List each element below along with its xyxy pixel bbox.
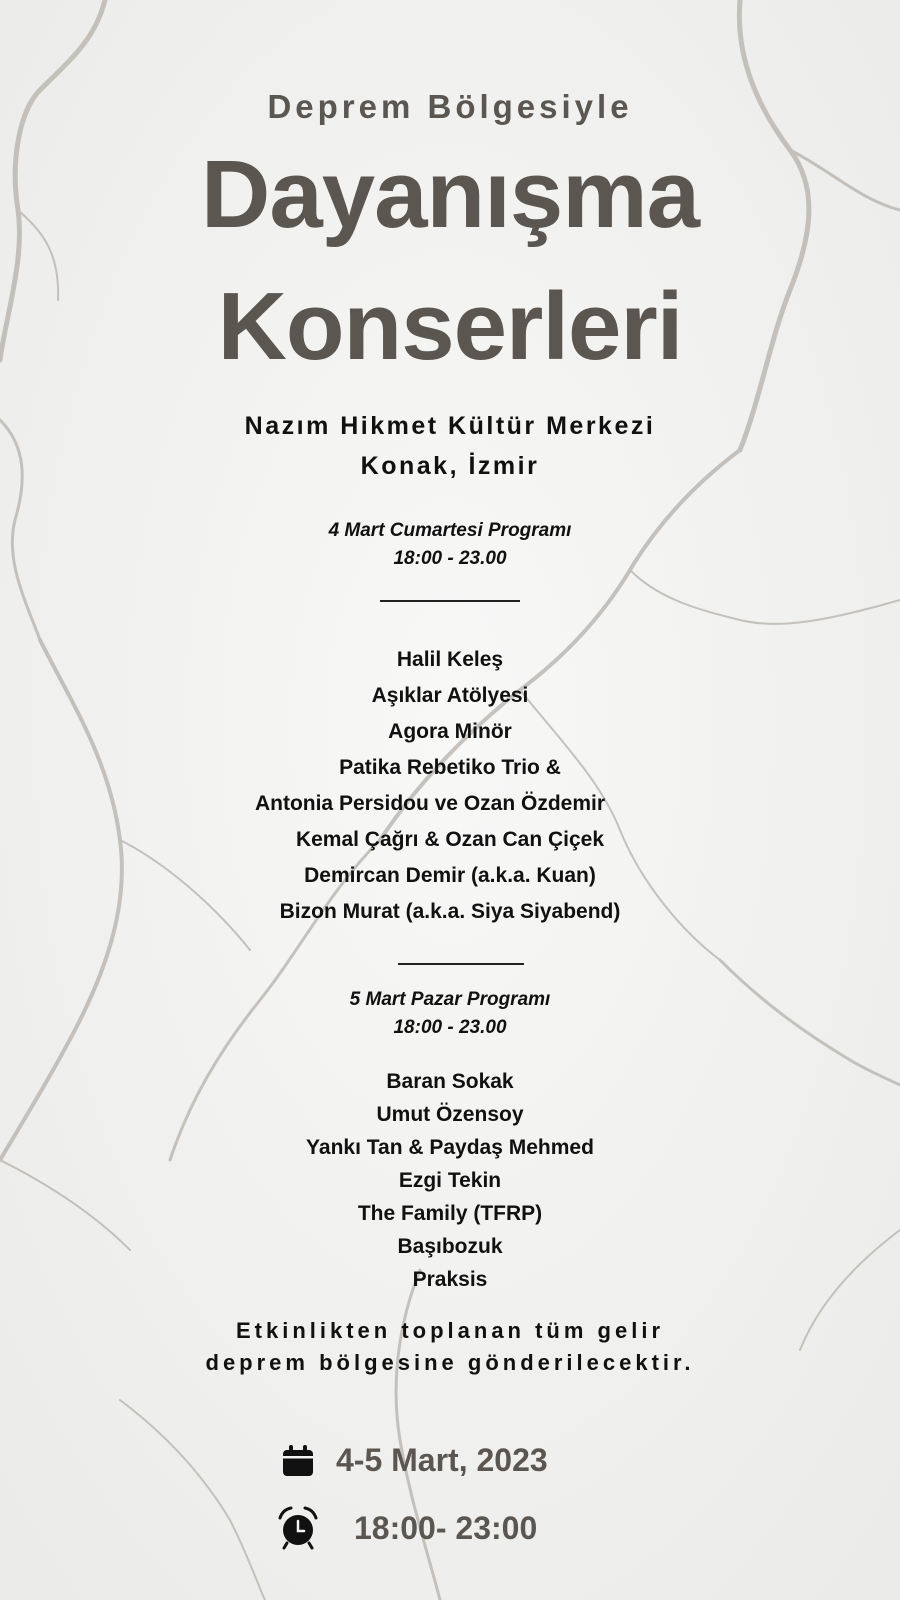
day2-artist: Praksis: [412, 1268, 488, 1291]
calendar-icon: [280, 1443, 316, 1479]
venue-location: Konak, İzmir: [360, 452, 540, 480]
poster-title-line2: Konserleri: [217, 273, 683, 380]
day2-time: 18:00 - 23.00: [393, 1017, 507, 1038]
day2-artist: Baran Sokak: [386, 1070, 514, 1093]
day2-title: 5 Mart Pazar Programı: [349, 989, 551, 1010]
donation-note-line1: Etkinlikten toplanan tüm gelir: [235, 1318, 665, 1343]
event-time-text: 18:00- 23:00: [354, 1509, 538, 1546]
poster-title-line1: Dayanışma: [201, 141, 699, 248]
divider: [398, 963, 524, 965]
day2-artist: Ezgi Tekin: [398, 1169, 502, 1192]
venue-name: Nazım Hikmet Kültür Merkezi: [244, 412, 656, 440]
event-date-text: 4-5 Mart, 2023: [336, 1442, 548, 1478]
poster-subtitle: Deprem Bölgesiyle: [267, 88, 633, 125]
divider: [380, 600, 520, 602]
day2-artist: Yankı Tan & Paydaş Mehmed: [306, 1136, 594, 1159]
day1-artist: Patika Rebetiko Trio &: [339, 756, 561, 779]
day1-artist: Halil Keleş: [396, 648, 504, 671]
day2-artist: Umut Özensoy: [376, 1103, 524, 1126]
day1-artist: Bizon Murat (a.k.a. Siya Siyabend): [279, 900, 621, 923]
donation-note-line2: deprem bölgesine gönderilecektir.: [205, 1350, 695, 1375]
day1-artist: Demircan Demir (a.k.a. Kuan): [304, 864, 596, 887]
event-date: [280, 1442, 548, 1479]
day2-artist: The Family (TFRP): [357, 1202, 543, 1225]
day1-title: 4 Mart Cumartesi Programı: [328, 520, 572, 541]
day1-time: 18:00 - 23.00: [393, 548, 507, 569]
day1-artist: Kemal Çağrı & Ozan Can Çiçek: [295, 828, 605, 851]
day1-artist: Antonia Persidou ve Ozan Özdemir: [254, 792, 606, 815]
alarm-clock-icon: [276, 1506, 320, 1550]
event-time: [276, 1506, 537, 1550]
day2-artist: Başıbozuk: [397, 1235, 503, 1258]
day1-artist: Agora Minör: [388, 720, 512, 743]
day1-artist: Aşıklar Atölyesi: [371, 684, 529, 707]
